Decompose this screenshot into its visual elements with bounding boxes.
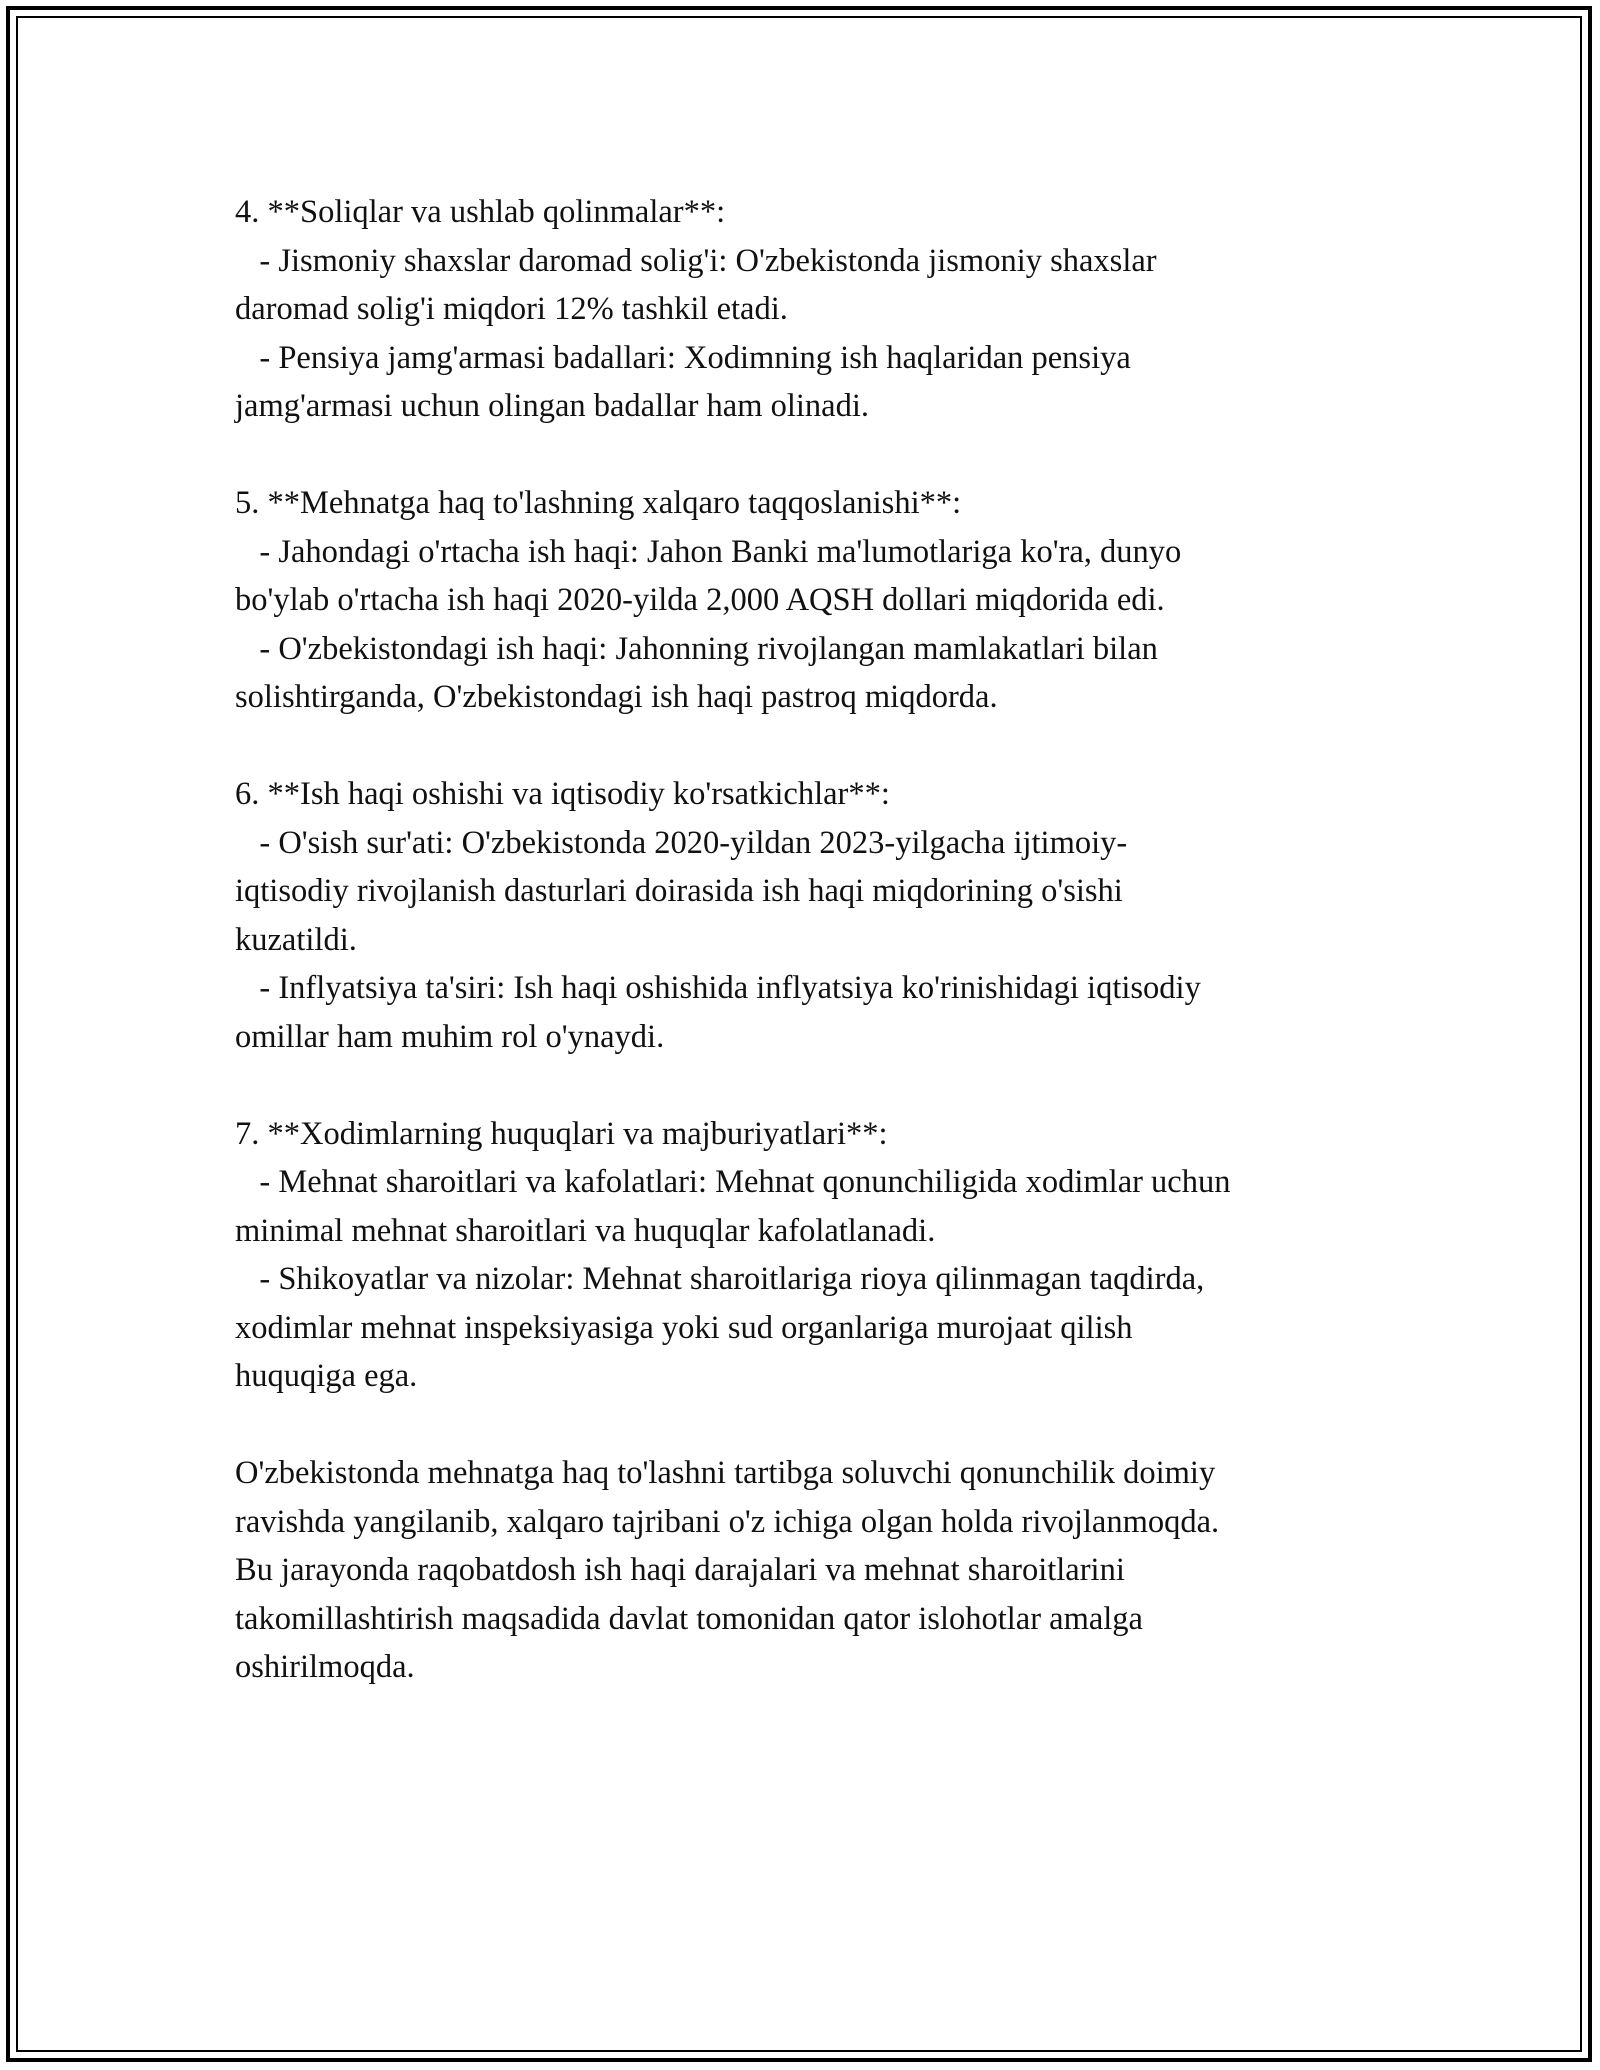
paragraph-line: takomillashtirish maqsadida davlat tomonidan qator islohotlar amalga	[235, 1600, 1143, 1637]
document-body	[235, 188, 1365, 1692]
section-heading: 6. **Ish haqi oshishi va iqtisodiy ko'rsatkichlar**:	[235, 776, 890, 812]
list-item-line: iqtisodiy rivojlanish dasturlari doirasida ish haqi miqdorining o'sishi	[235, 873, 1123, 909]
list-item-line: bo'ylab o'rtacha ish haqi 2020-yilda 2,000 AQSH dollari miqdorida edi.	[235, 582, 1165, 618]
list-item-line: - Shikoyatlar va nizolar: Mehnat sharoitlariga rioya qilinmagan taqdirda,	[235, 1261, 1205, 1297]
list-item-line: jamg'armasi uchun olingan badallar ham olinadi.	[235, 388, 870, 424]
spacer	[235, 1061, 1365, 1110]
paragraph-line: oshirilmoqda.	[235, 1649, 415, 1685]
section-heading: 5. **Mehnatga haq to'lashning xalqaro taqqoslanishi**:	[235, 485, 962, 521]
list-item-line: solishtirganda, O'zbekistondagi ish haqi pastroq miqdorda.	[235, 679, 998, 715]
paragraph-line: ravishda yangilanib, xalqaro tajribani o'z ichiga olgan holda rivojlanmoqda.	[235, 1503, 1220, 1540]
section-7	[235, 1110, 1365, 1401]
spacer	[235, 431, 1365, 480]
section-5	[235, 479, 1365, 722]
section-heading: 7. **Xodimlarning huquqlari va majburiyatlari**:	[235, 1115, 888, 1152]
list-item-line: - O'zbekistondagi ish haqi: Jahonning rivojlangan mamlakatlari bilan	[235, 630, 1158, 667]
conclusion-paragraph	[235, 1449, 1365, 1692]
section-6	[235, 770, 1365, 1061]
paragraph-line: Bu jarayonda raqobatdosh ish haqi darajalari va mehnat sharoitlarini	[235, 1552, 1125, 1588]
spacer	[235, 722, 1365, 771]
list-item-line: daromad solig'i miqdori 12% tashkil etadi.	[235, 291, 788, 327]
list-item-line: xodimlar mehnat inspeksiyasiga yoki sud organlariga murojaat qilish	[235, 1309, 1133, 1346]
list-item-line: - Pensiya jamg'armasi badallari: Xodimning ish haqlaridan pensiya	[235, 339, 1131, 376]
list-item-line: huquqiga ega.	[235, 1358, 418, 1394]
list-item-line: omillar ham muhim rol o'ynaydi.	[235, 1018, 665, 1055]
section-heading: 4. **Soliqlar va ushlab qolinmalar**:	[235, 194, 726, 230]
paragraph-line: O'zbekistonda mehnatga haq to'lashni tartibga soluvchi qonunchilik doimiy	[235, 1455, 1216, 1491]
list-item-line: - O'sish sur'ati: O'zbekistonda 2020-yildan 2023-yilgacha ijtimoiy-	[235, 824, 1128, 861]
section-4	[235, 188, 1365, 431]
list-item-line: - Mehnat sharoitlari va kafolatlari: Mehnat qonunchiligida xodimlar uchun	[235, 1164, 1231, 1200]
list-item-line: minimal mehnat sharoitlari va huquqlar kafolatlanadi.	[235, 1212, 936, 1249]
list-item-line: - Jahondagi o'rtacha ish haqi: Jahon Banki ma'lumotlariga ko'ra, dunyo	[235, 533, 1182, 570]
list-item-line: - Jismoniy shaxslar daromad solig'i: O'zbekistonda jismoniy shaxslar	[235, 242, 1157, 279]
list-item-line: kuzatildi.	[235, 921, 357, 958]
list-item-line: - Inflyatsiya ta'siri: Ish haqi oshishida inflyatsiya ko'rinishidagi iqtisodiy	[235, 970, 1201, 1006]
spacer	[235, 1401, 1365, 1450]
